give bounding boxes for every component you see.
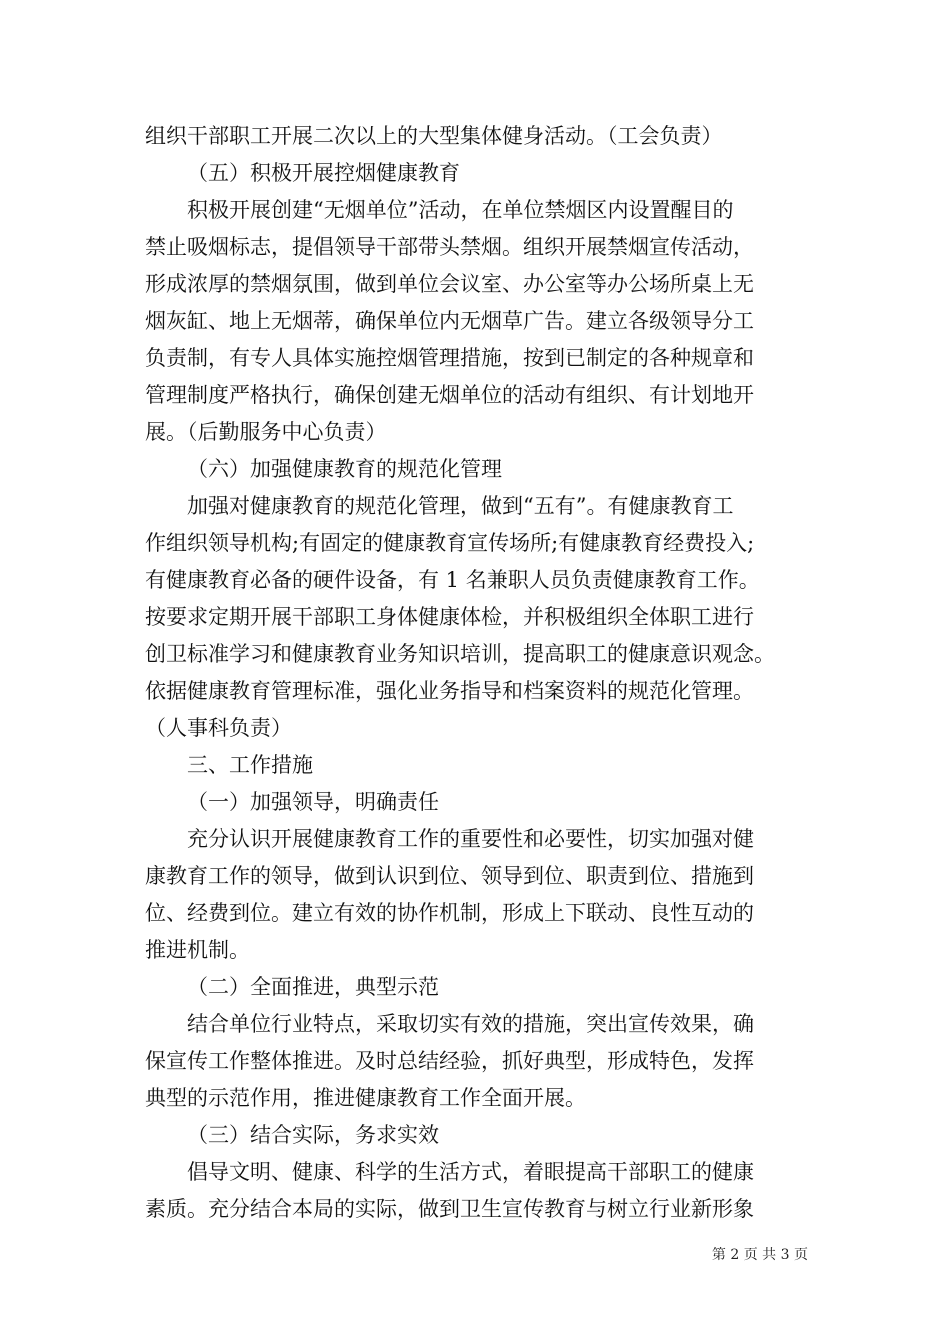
section-heading: （二）全面推进，典型示范 [187, 975, 439, 999]
page-number-footer: 第 2 页 共 3 页 [711, 1247, 808, 1263]
body-text-line: 有健康教育必备的硬件设备，有 1 名兼职人员负责健康教育工作。 [145, 568, 760, 592]
body-text-line: 典型的示范作用，推进健康教育工作全面开展。 [145, 1086, 586, 1110]
body-text-line: 推进机制。 [145, 938, 250, 962]
body-text-line: 倡导文明、健康、科学的生活方式，着眼提高干部职工的健康 [187, 1160, 754, 1184]
body-text-line: 充分认识开展健康教育工作的重要性和必要性，切实加强对健 [187, 827, 754, 851]
body-text-line: 按要求定期开展干部职工身体健康体检，并积极组织全体职工进行 [145, 605, 754, 629]
body-text-line: 素质。充分结合本局的实际，做到卫生宣传教育与树立行业新形象 [145, 1197, 754, 1221]
body-text-line: 负责制，有专人具体实施控烟管理措施，按到已制定的各种规章和 [145, 346, 754, 370]
body-text-line: 烟灰缸、地上无烟蒂，确保单位内无烟草广告。建立各级领导分工 [145, 309, 754, 333]
chapter-heading: 三、工作措施 [187, 753, 313, 777]
body-text-line: 位、经费到位。建立有效的协作机制，形成上下联动、良性互动的 [145, 901, 754, 925]
body-text-line: 积极开展创建“无烟单位”活动，在单位禁烟区内设置醒目的 [187, 198, 734, 222]
section-heading: （五）积极开展控烟健康教育 [187, 161, 460, 185]
body-text-line: 形成浓厚的禁烟氛围，做到单位会议室、办公室等办公场所桌上无 [145, 272, 754, 296]
body-text-line: 保宣传工作整体推进。及时总结经验，抓好典型，形成特色，发挥 [145, 1049, 754, 1073]
body-text-line: 禁止吸烟标志，提倡领导干部带头禁烟。组织开展禁烟宣传活动， [145, 235, 754, 259]
body-text-line: 康教育工作的领导，做到认识到位、领导到位、职责到位、措施到 [145, 864, 754, 888]
body-text-line: 创卫标准学习和健康教育业务知识培训，提高职工的健康意识观念。 [145, 642, 775, 666]
body-text-line: 组织干部职工开展二次以上的大型集体健身活动。（工会负责） [145, 124, 723, 148]
section-heading: （三）结合实际，务求实效 [187, 1123, 439, 1147]
body-text-line: 展。（后勤服务中心负责） [145, 420, 387, 444]
body-text-line: 依据健康教育管理标准，强化业务指导和档案资料的规范化管理。 [145, 679, 754, 703]
body-text-line: 结合单位行业特点，采取切实有效的措施，突出宣传效果，确 [187, 1012, 754, 1036]
section-heading: （一）加强领导，明确责任 [187, 790, 439, 814]
section-heading: （六）加强健康教育的规范化管理 [187, 457, 502, 481]
body-text-line: （人事科负责） [145, 716, 292, 740]
body-text-line: 加强对健康教育的规范化管理，做到“五有”。有健康教育工 [187, 494, 734, 518]
body-text-line: 管理制度严格执行，确保创建无烟单位的活动有组织、有计划地开 [145, 383, 754, 407]
body-text-line: 作组织领导机构;有固定的健康教育宣传场所;有健康教育经费投入; [145, 531, 755, 555]
